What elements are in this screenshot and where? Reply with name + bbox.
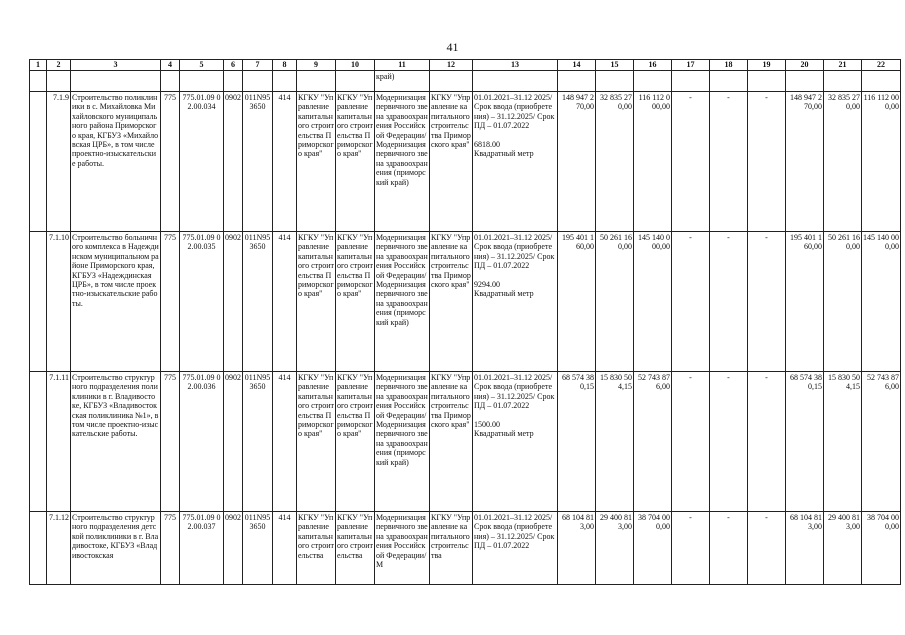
amount-regional: 29 400 813,00 (596, 512, 634, 585)
amount-total-2: 148 947 270,00 (786, 92, 824, 232)
expense-type: 414 (273, 512, 297, 585)
target-code: 011N95 3650 (243, 232, 273, 372)
table-row (30, 92, 901, 232)
column-number: 18 (710, 60, 748, 71)
column-number: 9 (297, 60, 336, 71)
amount-regional: 32 835 270,00 (596, 92, 634, 232)
amount-dash: - (710, 372, 748, 512)
developer: КГКУ "Управление капитального строительства Приморского края" (336, 232, 375, 372)
section-code: 0902 (224, 372, 243, 512)
program: Модернизация первичного звена здравоохранения Российской Федерации/Модернизация первичного звена здравоохранения (приморский край) (375, 372, 430, 512)
terms: 01.01.2021–31.12 2025/ Срок ввода (приобретения) – 31.12.2025/ Срок ПД – 01.07.2022 6818.00 Квадратный метр (473, 92, 558, 232)
amount-dash: - (672, 92, 710, 232)
object-code: 775.01.09 02.00.034 (180, 92, 224, 232)
terms: 01.01.2021–31.12 2025/ Срок ввода (приобретения) – 31.12.2025/ Срок ПД – 01.07.2022 1500.00 Квадратный метр (473, 372, 558, 512)
page-number: 41 (446, 40, 459, 54)
amount-dash: - (748, 92, 786, 232)
amount-dash: - (710, 232, 748, 372)
column-number: 20 (786, 60, 824, 71)
column-number: 11 (375, 60, 430, 71)
row-id: 7.1.11 (47, 372, 71, 512)
amount-federal-2: 38 704 000,00 (862, 512, 901, 585)
customer: КГКУ "Управление капитального строительства Приморского края" (297, 92, 336, 232)
customer: КГКУ "Управление капитального строительства Приморского края" (297, 372, 336, 512)
object-code: 775.01.09 02.00.036 (180, 372, 224, 512)
column-number: 21 (824, 60, 862, 71)
amount-regional-2: 15 830 504,15 (824, 372, 862, 512)
terms: 01.01.2021–31.12 2025/ Срок ввода (приобретения) – 31.12.2025/ Срок ПД – 01.07.2022 (473, 512, 558, 585)
expense-type: 414 (273, 92, 297, 232)
column-number: 16 (634, 60, 672, 71)
amount-regional-2: 50 261 160,00 (824, 232, 862, 372)
object-name: Строительство больничного комплекса в Надеждинском муниципальном районе Приморского края, КГБУЗ «Надеждинская ЦРБ», в том числе проектно-изыскательские работы. (71, 232, 161, 372)
continuation-row (30, 71, 901, 92)
recipient: КГКУ "Управление капитального строительства Приморского края" (430, 232, 473, 372)
grbs-code: 775 (161, 232, 180, 372)
recipient: КГКУ "Управление капитального строительства (430, 512, 473, 585)
amount-dash: - (672, 512, 710, 585)
terms: 01.01.2021–31.12 2025/ Срок ввода (приобретения) – 31.12.2025/ Срок ПД – 01.07.2022 9294.00 Квадратный метр (473, 232, 558, 372)
column-number: 6 (224, 60, 243, 71)
customer: КГКУ "Управление капитального строительства (297, 512, 336, 585)
column-number: 19 (748, 60, 786, 71)
customer: КГКУ "Управление капитального строительства Приморского края" (297, 232, 336, 372)
amount-dash: - (672, 372, 710, 512)
table-row (30, 232, 901, 372)
column-number: 10 (336, 60, 375, 71)
amount-total-2: 68 104 813,00 (786, 512, 824, 585)
developer: КГКУ "Управление капитального строительства (336, 512, 375, 585)
continuation-text: край) (375, 71, 430, 92)
grbs-code: 775 (161, 512, 180, 585)
column-number: 14 (558, 60, 596, 71)
recipient: КГКУ "Управление капитального строительства Приморского края" (430, 372, 473, 512)
object-code: 775.01.09 02.00.037 (180, 512, 224, 585)
row-id: 7.1.10 (47, 232, 71, 372)
program: Модернизация первичного звена здравоохранения Российской Федерации/М (375, 512, 430, 585)
object-name: Строительство структурного подразделения поликлиники в г. Владивостоке, КГБУЗ «Владивостокская поликлиника №1», в том числе проектно-изыскательские работы. (71, 372, 161, 512)
column-number-row (30, 60, 901, 71)
row-id: 7.1.12 (47, 512, 71, 585)
amount-regional-2: 32 835 270,00 (824, 92, 862, 232)
expense-type: 414 (273, 232, 297, 372)
column-number: 4 (161, 60, 180, 71)
row-id: 7.1.9 (47, 92, 71, 232)
column-number: 12 (430, 60, 473, 71)
column-number: 3 (71, 60, 161, 71)
amount-dash: - (710, 512, 748, 585)
target-code: 011N95 3650 (243, 372, 273, 512)
developer: КГКУ "Управление капитального строительства Приморского края" (336, 372, 375, 512)
amount-dash: - (710, 92, 748, 232)
amount-regional: 50 261 160,00 (596, 232, 634, 372)
object-code: 775.01.09 02.00.035 (180, 232, 224, 372)
amount-federal: 38 704 000,00 (634, 512, 672, 585)
object-name: Строительство поликлиники в с. Михайловка Михайловского муниципального района Приморского края, КГБУЗ «Михайловская ЦРБ», в том числе проектно-изыскательские работы. (71, 92, 161, 232)
column-number: 17 (672, 60, 710, 71)
grbs-code: 775 (161, 92, 180, 232)
column-number: 1 (30, 60, 47, 71)
section-code: 0902 (224, 92, 243, 232)
program: Модернизация первичного звена здравоохранения Российской Федерации/Модернизация первичного звена здравоохранения (приморский край) (375, 232, 430, 372)
amount-dash: - (672, 232, 710, 372)
amount-dash: - (748, 232, 786, 372)
amount-dash: - (748, 512, 786, 585)
column-number: 5 (180, 60, 224, 71)
amount-dash: - (748, 372, 786, 512)
amount-total: 68 104 813,00 (558, 512, 596, 585)
amount-total-2: 195 401 160,00 (786, 232, 824, 372)
amount-federal: 52 743 876,00 (634, 372, 672, 512)
recipient: КГКУ "Управление капитального строительства Приморского края" (430, 92, 473, 232)
amount-total: 148 947 270,00 (558, 92, 596, 232)
expense-type: 414 (273, 372, 297, 512)
table-row (30, 372, 901, 512)
amount-federal-2: 116 112 000,00 (862, 92, 901, 232)
amount-federal: 145 140 000,00 (634, 232, 672, 372)
amount-total-2: 68 574 380,15 (786, 372, 824, 512)
amount-federal: 116 112 000,00 (634, 92, 672, 232)
object-name: Строительство структурного подразделения детской поликлиники в г. Владивостоке, КГБУЗ «Владивостокская (71, 512, 161, 585)
column-number: 2 (47, 60, 71, 71)
table-row (30, 512, 901, 585)
amount-federal-2: 52 743 876,00 (862, 372, 901, 512)
section-code: 0902 (224, 512, 243, 585)
amount-federal-2: 145 140 000,00 (862, 232, 901, 372)
budget-table (29, 59, 901, 585)
amount-regional: 15 830 504,15 (596, 372, 634, 512)
amount-total: 68 574 380,15 (558, 372, 596, 512)
target-code: 011N95 3650 (243, 512, 273, 585)
amount-regional-2: 29 400 813,00 (824, 512, 862, 585)
grbs-code: 775 (161, 372, 180, 512)
column-number: 22 (862, 60, 901, 71)
developer: КГКУ "Управление капитального строительства Приморского края" (336, 92, 375, 232)
column-number: 15 (596, 60, 634, 71)
program: Модернизация первичного звена здравоохранения Российской Федерации/Модернизация первичного звена здравоохранения (приморский край) (375, 92, 430, 232)
column-number: 13 (473, 60, 558, 71)
column-number: 8 (273, 60, 297, 71)
amount-total: 195 401 160,00 (558, 232, 596, 372)
column-number: 7 (243, 60, 273, 71)
section-code: 0902 (224, 232, 243, 372)
target-code: 011N95 3650 (243, 92, 273, 232)
